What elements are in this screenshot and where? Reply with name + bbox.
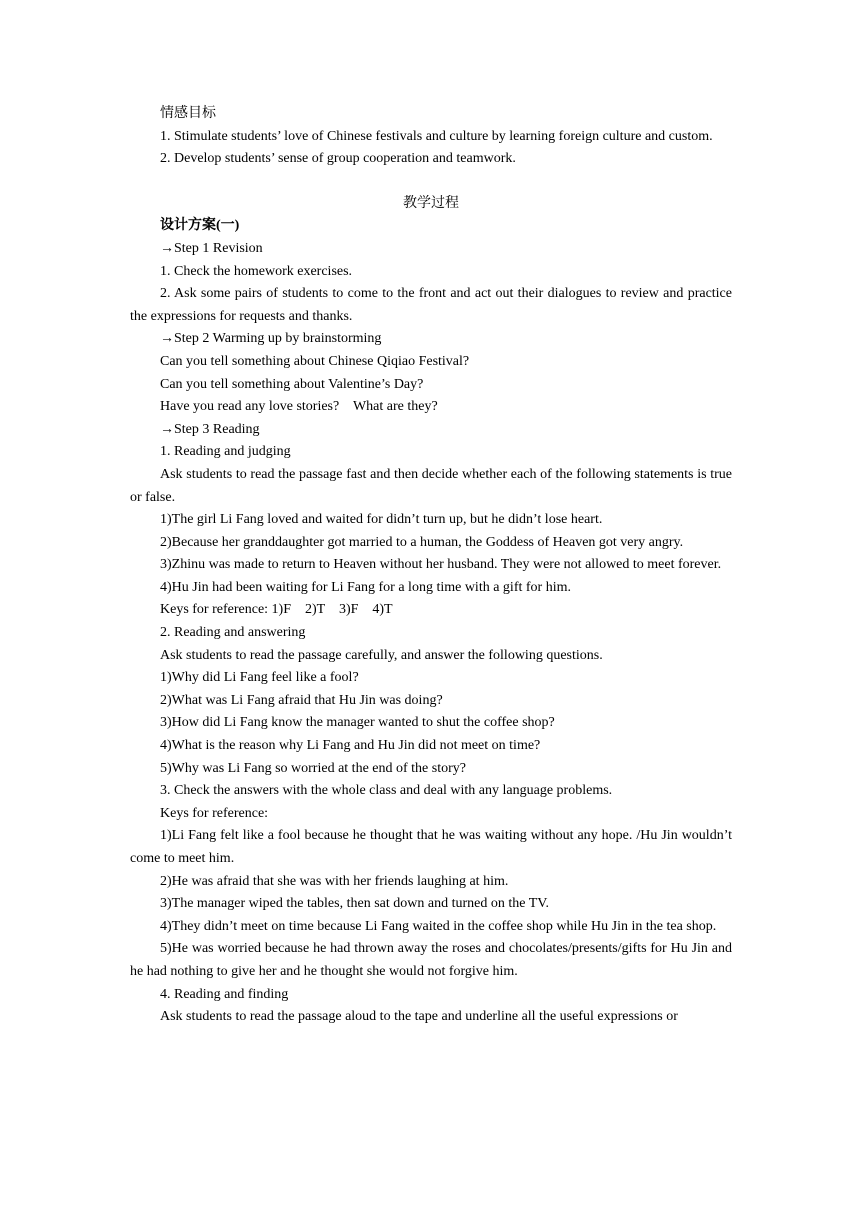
question: 1)Why did Li Fang feel like a fool? — [160, 670, 359, 686]
statement: 4)Hu Jin had been waiting for Li Fang for a long time with a gift for him. — [160, 579, 571, 595]
answer: 4)They didn’t meet on time because Li Fang waited in the coffee shop while Hu Jin in the tea shop. — [160, 918, 717, 934]
goal-1: 1. Stimulate students’ love of Chinese festivals and culture by learning foreign culture and custom. — [160, 128, 713, 144]
question: 4)What is the reason why Li Fang and Hu Jin did not meet on time? — [160, 738, 541, 754]
statement: 3)Zhinu was made to return to Heaven without her husband. They were not allowed to meet forever. — [160, 557, 722, 573]
plan-title: 设计方案(一) — [160, 218, 240, 234]
question: 3)How did Li Fang know the manager wanted to shut the coffee shop? — [160, 715, 555, 731]
paragraph: 2. Reading and answering — [160, 625, 306, 641]
paragraph: 1. Reading and judging — [160, 444, 291, 460]
keys-heading: Keys for reference: — [160, 805, 269, 821]
paragraph: Ask students to read the passage carefully, and answer the following questions. — [160, 647, 603, 663]
paragraph: 1. Check the homework exercises. — [160, 263, 353, 279]
question-line: Can you tell something about Valentine’s Day? — [160, 376, 424, 392]
paragraph: 4. Reading and finding — [160, 986, 289, 1002]
answer-keys: Keys for reference: 1)F 2)T 3)F 4)T — [160, 602, 393, 618]
statement: 2)Because her granddaughter got married to a human, the Goddess of Heaven got very angry. — [160, 534, 684, 550]
statement: 1)The girl Li Fang loved and waited for didn’t turn up, but he didn’t lose heart. — [160, 512, 603, 528]
answer: 3)The manager wiped the tables, then sat down and turned on the TV. — [160, 896, 550, 912]
answer: 2)He was afraid that she was with her friends laughing at him. — [160, 873, 509, 889]
paragraph: 3. Check the answers with the whole class and deal with any language problems. — [160, 783, 613, 799]
step-2-heading: →Step 2 Warming up by brainstorming — [160, 331, 382, 347]
question: 2)What was Li Fang afraid that Hu Jin was doing? — [160, 692, 443, 708]
question-line: Can you tell something about Chinese Qiqiao Festival? — [160, 353, 470, 369]
answer: 1)Li Fang felt like a fool because he thought that he was waiting without any hope. /Hu Jin wouldn’t come to meet him. — [130, 828, 732, 866]
document-page — [130, 103, 732, 1029]
paragraph: Ask students to read the passage aloud to the tape and underline all the useful expressions or — [160, 1009, 678, 1025]
section-heading: 情感目标 — [160, 106, 216, 121]
paragraph: Ask students to read the passage fast and then decide whether each of the following statements is true or false. — [130, 466, 732, 505]
goal-2: 2. Develop students’ sense of group cooperation and teamwork. — [160, 151, 516, 167]
step-3-heading: →Step 3 Reading — [160, 421, 260, 437]
paragraph: 2. Ask some pairs of students to come to the front and act out their dialogues to review and practice the expressions for requests and thanks. — [130, 286, 732, 324]
step-1-heading: →Step 1 Revision — [160, 240, 263, 256]
question-line: Have you read any love stories? What are they? — [160, 399, 438, 415]
process-title: 教学过程 — [403, 195, 459, 211]
answer: 5)He was worried because he had thrown away the roses and chocolates/presents/gifts for Hu Jin and he had nothing to give her and he thought she would not forgive him. — [130, 941, 732, 979]
question: 5)Why was Li Fang so worried at the end of the story? — [160, 760, 466, 776]
